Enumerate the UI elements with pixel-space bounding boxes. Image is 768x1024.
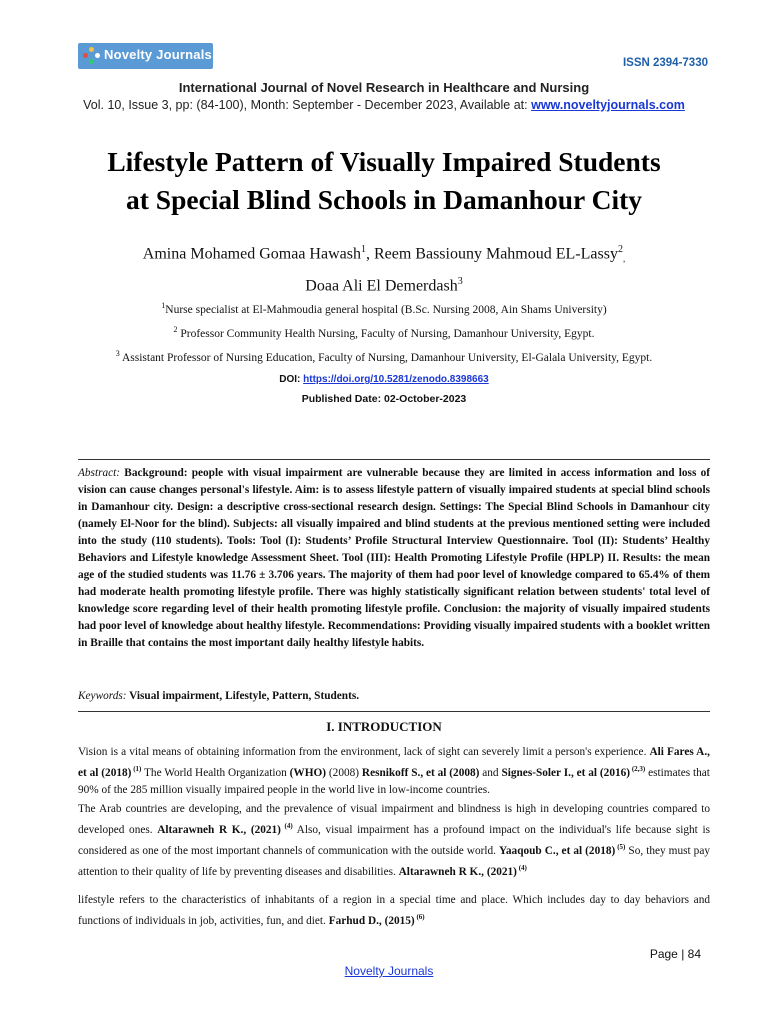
citation-author: (WHO): [289, 766, 327, 779]
keywords-text: Visual impairment, Lifestyle, Pattern, Students.: [126, 690, 360, 702]
author-list: Amina Mohamed Gomaa Hawash$^1$, Reem Bassiouny Mahmoud EL-Lassy$^2$, Doaa Ali El Demerdash$^3$: [142, 244, 626, 295]
affiliation: $^3$ Assistant Professor of Nursing Education, Faculty of Nursing, Damanhour University, El-Galala University, Egypt.: [115, 349, 653, 364]
affiliation: $^1$Nurse specialist at El-Mahmoudia general hospital (B.Sc. Nursing 2008, Ain Shams University): [161, 301, 607, 316]
intro-paragraph-3: [78, 892, 710, 930]
paragraph-text: The Arab countries are developing, and the prevalence of visual impairment and blindness is high in developing countries compared to developed ones.: [78, 803, 710, 836]
paragraph-text: Also, visual impairment has a profound impact on the individual's life because sight is considered as one of the most important channels of communication with the outside world.: [78, 823, 710, 857]
intro-paragraph-2: [78, 801, 710, 880]
abstract: [78, 465, 710, 652]
logo-text: Novelty Journals: [104, 47, 212, 62]
author-name: Amina Mohamed Gomaa Hawash: [142, 245, 361, 263]
paragraph-text: and: [479, 766, 502, 779]
citation-author: Ali Fares A., et al (2018): [78, 746, 710, 779]
citation-author: Altarawneh R K., (2021): [398, 865, 517, 878]
paragraph-text: (2008): [326, 766, 362, 779]
keywords-label: Keywords:: [78, 690, 127, 702]
affiliation: $^2$ Professor Community Health Nursing, Faculty of Nursing, Damanhour University, Egypt.: [173, 325, 595, 340]
intro-paragraph-1: [78, 744, 710, 799]
paragraph-text: The World Health Organization: [141, 766, 290, 779]
citation-ref: (6): [414, 913, 425, 921]
citation-ref: (5): [615, 842, 626, 851]
paragraph-text: estimates that 90% of the 285 million visually impaired people in the world live in low-income countries.: [78, 766, 710, 796]
published-date: Published Date: 02-October-2023: [301, 393, 467, 405]
paragraph-text: So, they must pay attention to their quality of life by preventing diseases and disabilities.: [78, 844, 710, 878]
paragraph-text: lifestyle refers to the characteristics of inhabitants of a region in a special time and place. Which includes day to day behaviors and functions of individuals in job, activities, fun, and diet.: [78, 894, 710, 927]
dots-logo-icon: [83, 47, 101, 65]
citation-ref: (4): [516, 863, 527, 872]
abstract-bottom-divider: [78, 711, 710, 712]
page-number: Page | 84: [649, 947, 701, 961]
issn: ISSN 2394-7330: [622, 57, 708, 69]
footer-publisher: Novelty Journals: [344, 964, 434, 978]
journal-website-link[interactable]: www.noveltyjournals.com: [531, 98, 685, 112]
citation-ref: (2,3): [630, 765, 646, 773]
abstract-text: Background: people with visual impairment are vulnerable because they are limited in access information and loss of vision can cause changes personal's lifestyle. Aim: is to assess lifestyle pattern of visually impaired students at special blind schools in Damanhour city. Design: a descriptive cross-sectional research design. Settings: The Special Blind Schools in Damanhour city (namely El-Noor for the blind). Subjects: all visually impaired and blind students at the previous mentioned setting were included into the study (110 students). Tools: Tool (I): Students’ Profile Structural Interview Questionnaire. Tool (II): Students’ Healthy Behaviors and Lifestyle knowledge Assessment Sheet. Tool (III): Health Promoting Lifestyle Profile (HPLP) II. Results: the mean age of the studied students was 11.76 ± 3.706 years. The majority of them had poor level of knowledge compared to 65.4% of them had moderate health promoting lifestyle profile. There was highly statistically significant relation between students' total level of knowledge score regarding level of their health promoting lifestyle profile. Conclusion: the majority of visually impaired students had poor level of knowledge about healthy lifestyle. Recommendations: Providing visually impaired students with a booklet written in Braille that contains the most important daily healthy lifestyle habits.: [78, 467, 710, 649]
doi-link[interactable]: https://doi.org/10.5281/zenodo.8398663: [303, 374, 489, 385]
citation-author: Resnikoff S., et al (2008): [361, 766, 480, 779]
citation-author: Signes-Soler I., et al (2016): [501, 766, 631, 779]
citation-ref: (1): [131, 765, 142, 773]
abstract-top-divider: [78, 459, 710, 460]
abstract-label: Abstract:: [78, 467, 121, 479]
author-name: Reem Bassiouny Mahmoud EL-Lassy: [373, 245, 618, 263]
keywords: [78, 690, 710, 702]
journal-name: International Journal of Novel Research in Healthcare and Nursing: [178, 80, 590, 95]
citation-author: Yaaqoub C., et al (2018): [499, 844, 616, 857]
paper-title: Lifestyle Pattern of Visually Impaired Students at Special Blind Schools in Damanhour City: [107, 146, 661, 215]
doi: DOI: https://doi.org/10.5281/zenodo.8398663: [279, 374, 489, 385]
volume-info: Vol. 10, Issue 3, pp: (84-100), Month: September - December 2023, Available at: www.noveltyjournals.com: [83, 98, 685, 112]
citation-author: Altarawneh R K., (2021): [157, 823, 281, 836]
citation-ref: (4): [280, 822, 293, 830]
paragraph-text: Vision is a vital means of obtaining information from the environment, lack of sight can severely limit a person's experience.: [78, 746, 650, 758]
section-heading-introduction: I. INTRODUCTION: [326, 719, 442, 734]
author-name: Doaa Ali El Demerdash: [305, 277, 458, 295]
citation-author: Farhud D., (2015): [328, 914, 415, 927]
publisher-logo: [78, 43, 213, 69]
